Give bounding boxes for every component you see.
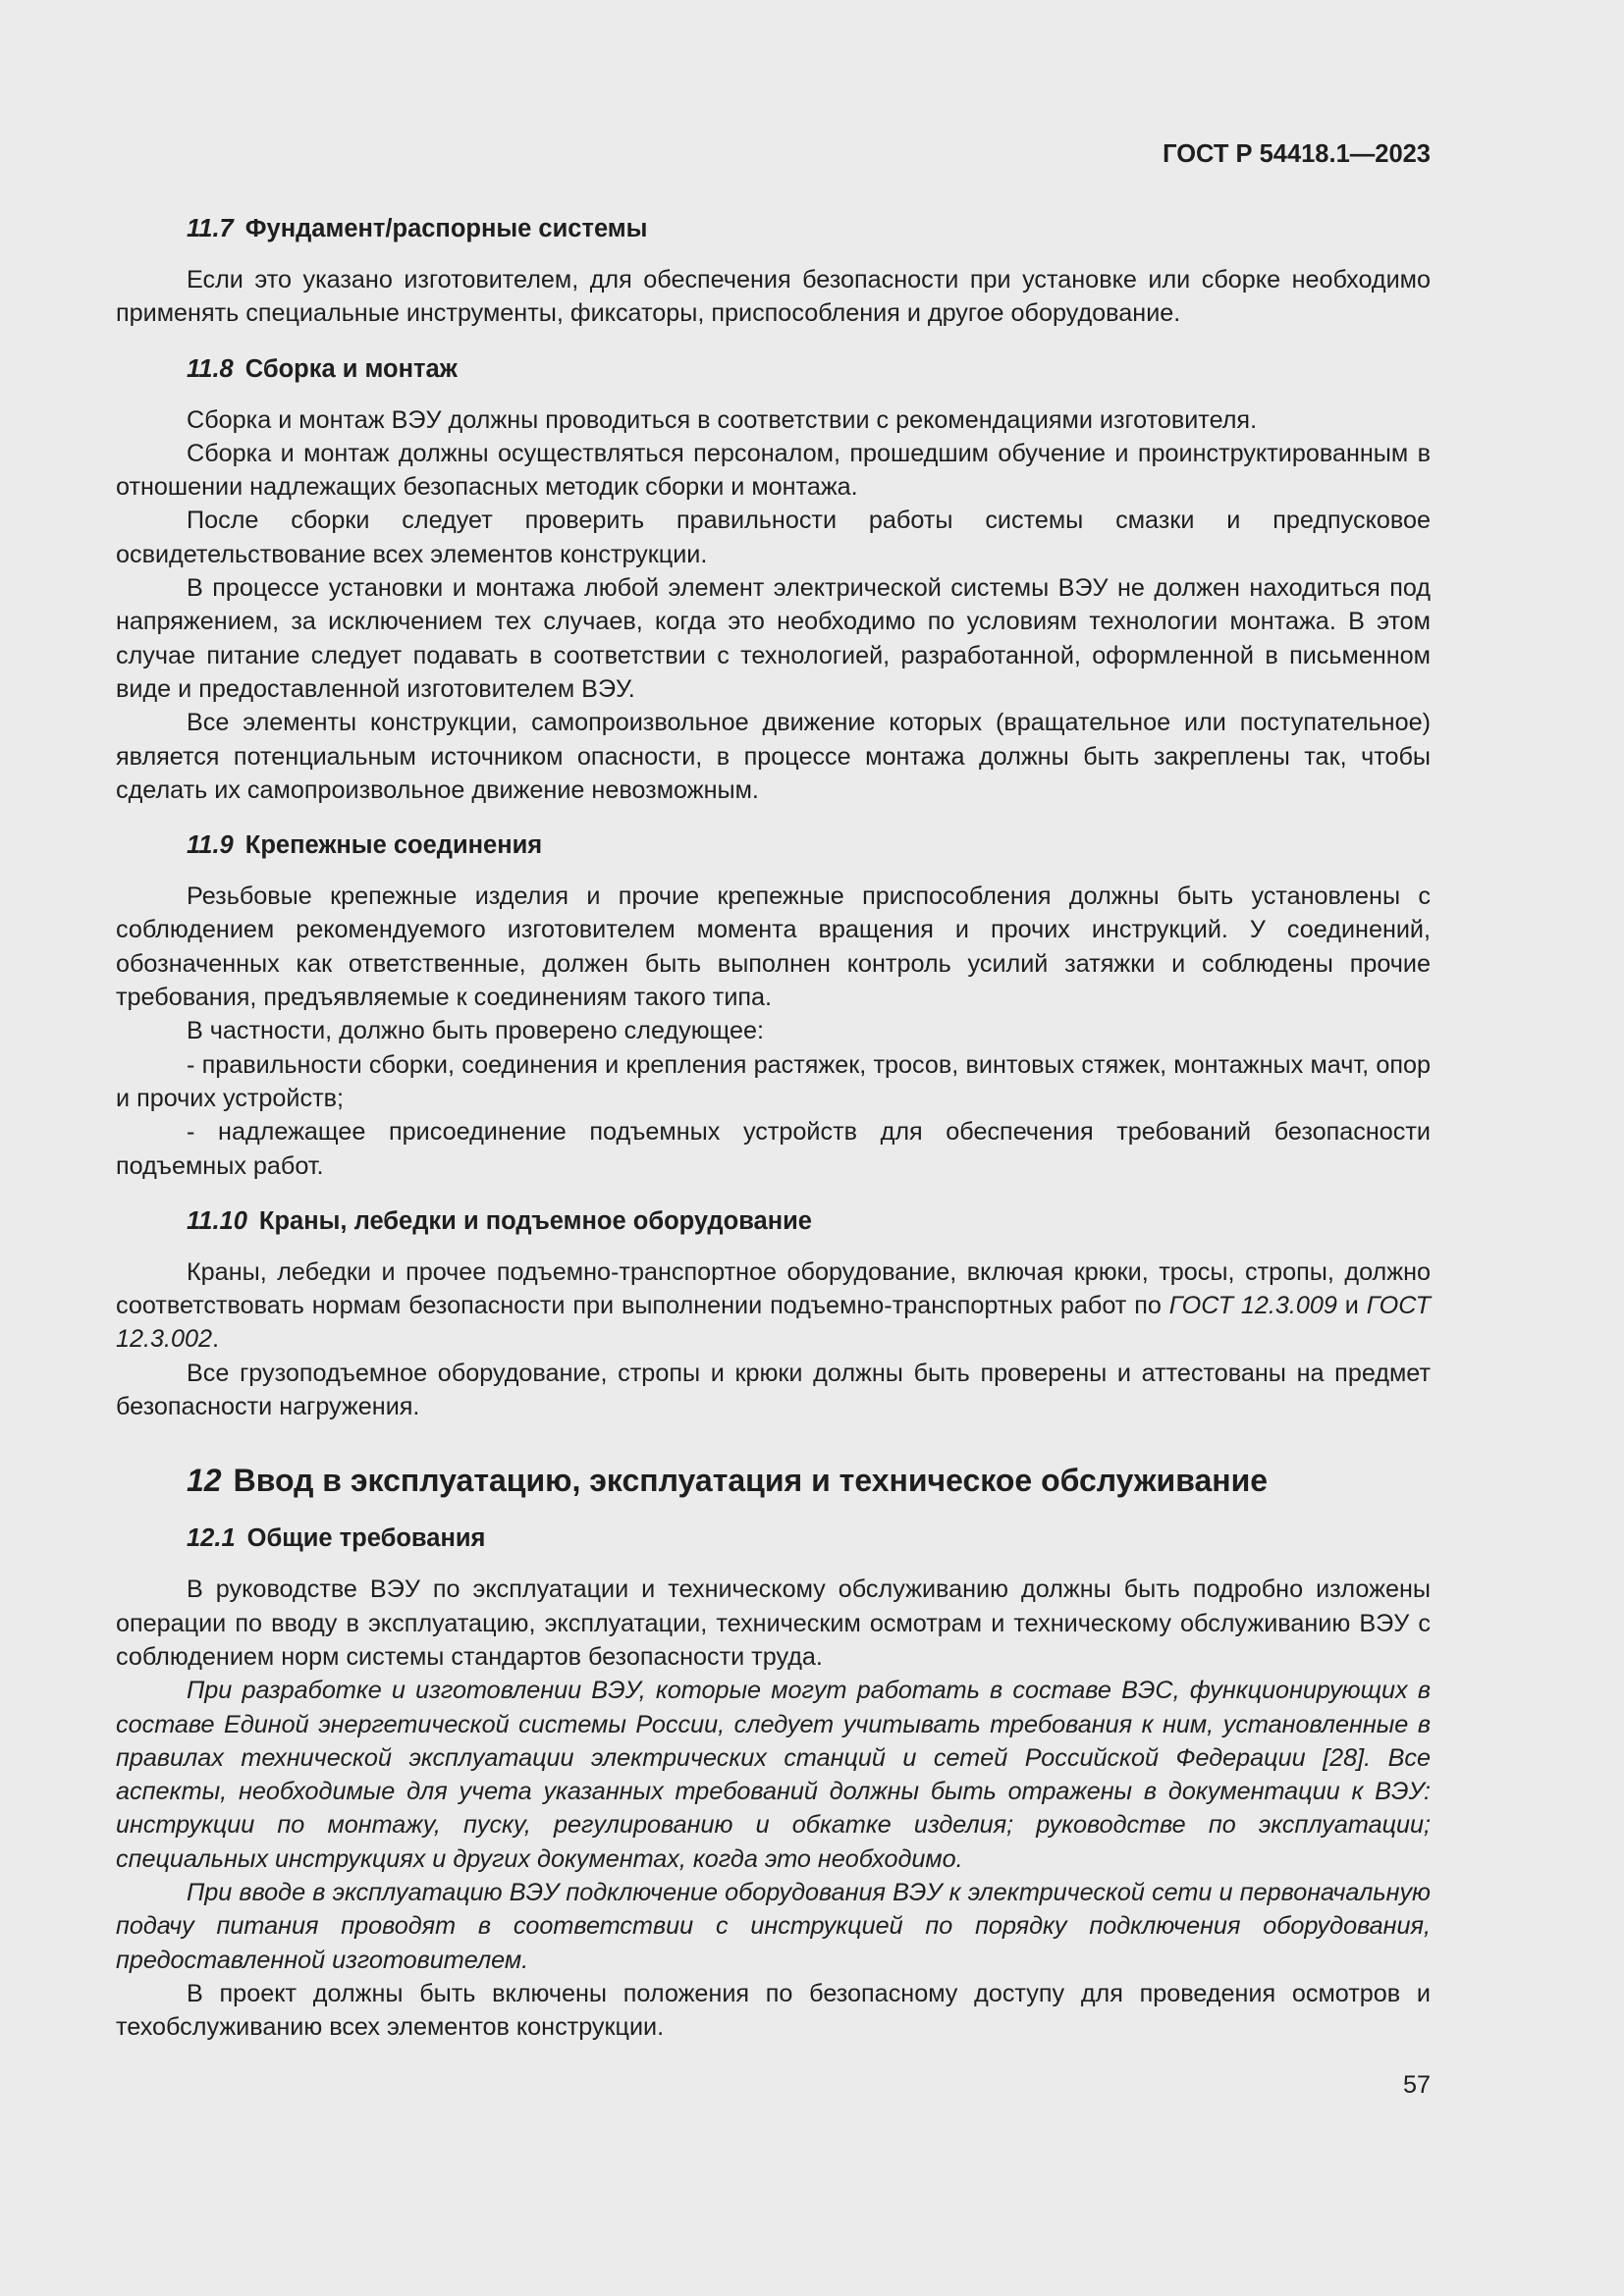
subsection-number: 11.10 [187,1206,247,1235]
subsection-heading-12-1 [116,1522,1431,1555]
paragraph: Все грузоподъемное оборудование, стропы и крюки должны быть проверены и аттестованы на предмет безопасности нагружения. [116,1359,1431,1421]
paragraph: Если это указано изготовителем, для обеспечения безопасности при установке или сборке необходимо применять специальные инструменты, фиксаторы, приспособления и другое оборудование. [116,266,1431,328]
subsection-title: Сборка и монтаж [244,354,458,383]
paragraph: Все элементы конструкции, самопроизвольное движение которых (вращательное или поступательное) является потенциальным источником опасности, в процессе монтажа должны быть закреплены так, чтобы сделать их самопроизвольное движение невозможным. [116,709,1431,804]
paragraph [116,1255,1431,1357]
paragraph: Сборка и монтаж должны осуществляться персоналом, прошедшим обучение и проинструктированным в отношении надлежащих безопасных методик сборки и монтажа. [116,439,1431,502]
paragraph: В процессе установки и монтажа любой элемент электрической системы ВЭУ не должен находиться под напряжением, за исключением тех случаев, когда это необходимо по условиям технологии монтажа. В этом случае питание следует подавать в соответствии с технологией, разработанной, оформленной в письменном виде и предоставленной изготовителем ВЭУ. [116,574,1431,703]
section-title: Ввод в эксплуатацию, эксплуатация и техническое обслуживание [233,1463,1269,1499]
subsection-title: Общие требования [246,1524,486,1553]
paragraph-italic: При разработке и изготовлении ВЭУ, которые могут работать в составе ВЭС, функционирующих в составе Единой энергетической системы России, следует учитывать требования к ним, установленные в правилах технической эксплуатации электрических станций и сетей Российской Федерации [28]. Все аспекты, необходимые для учета указанных требований должны быть отражены в документации к ВЭУ: инструкции по монтажу, пуску, регулированию и обкатке изделия; руководстве по эксплуатации; специальных инструкциях и других документах, когда это необходимо. [116,1677,1431,1873]
text-run: Краны, лебедки и прочее подъемно-транспортное оборудование, включая крюки, тросы, стропы, должно соответствовать нормам безопасности при выполнении подъемно-транспортных работ по [116,1257,1431,1320]
paragraph: В проект должны быть включены положения по безопасному доступу для проведения осмотров и техобслуживанию всех элементов конструкции. [116,1979,1431,2042]
section-heading-12 [116,1461,1431,1500]
subsection-number: 11.9 [187,831,234,860]
subsection-number: 12.1 [187,1524,236,1553]
paragraph: Резьбовые крепежные изделия и прочие крепежные приспособления должны быть установлены с соблюдением рекомендуемого изготовителем момента вращения и прочих инструкций. У соединений, обозначенных как ответственные, должен быть выполнен контроль усилий затяжки и соблюдены прочие требования, предъявляемые к соединениям такого типа. [116,882,1431,1012]
subsection-body-12-1 [116,1573,1431,2044]
paragraph: В частности, должно быть проверено следующее: [187,1017,765,1045]
subsection-heading-11-7 [116,212,1431,245]
subsection-body-11-10 [116,1255,1431,1423]
subsection-number: 11.8 [187,354,234,383]
paragraph: После сборки следует проверить правильности работы системы смазки и предпусковое освидетельствование всех элементов конструкции. [116,507,1431,568]
standard-reference: ГОСТ 12.3.009 [1168,1292,1337,1320]
section-number: 12 [187,1463,222,1499]
standard-reference: ГОСТ 12.3.002 [116,1292,1431,1354]
list-item: - правильности сборки, соединения и крепления растяжек, тросов, винтовых стяжек, монтажных мачт, опор и прочих устройств; [116,1050,1431,1112]
subsection-number: 11.7 [187,215,234,242]
subsection-title: Крепежные соединения [244,831,543,860]
paragraph: В руководстве ВЭУ по эксплуатации и техническому обслуживанию должны быть подробно изложены операции по вводу в эксплуатацию, эксплуатации, техническим осмотрам и техническому обслуживанию ВЭУ с соблюдением норм системы стандартов безопасности труда. [116,1575,1431,1671]
subsection-title: Краны, лебедки и подъемное оборудование [258,1206,812,1235]
paragraph: Сборка и монтаж ВЭУ должны проводиться в соответствии с рекомендациями изготовителя. [187,405,1258,434]
list-item: - надлежащее присоединение подъемных устройств для обеспечения требований безопасности подъемных работ. [116,1118,1431,1180]
paragraph-italic: При вводе в эксплуатацию ВЭУ подключение оборудования ВЭУ к электрической сети и первоначальную подачу питания проводят в соответствии с инструкцией по порядку подключения оборудования, предоставленной изготовителем. [116,1878,1431,1974]
text-run: и [1336,1292,1367,1320]
subsection-body-11-8 [116,403,1431,808]
subsection-body-11-9 [116,880,1431,1183]
document-page [116,137,1431,2065]
subsection-body-11-7 [116,263,1431,331]
subsection-heading-11-9 [116,828,1431,862]
subsection-heading-11-8 [116,352,1431,386]
document-code: ГОСТ Р 54418.1—2023 [1163,140,1431,168]
subsection-heading-11-10 [116,1204,1431,1238]
text-run: . [212,1325,220,1354]
page-number: 57 [1402,2071,1431,2099]
subsection-title: Фундамент/распорные системы [244,215,648,242]
